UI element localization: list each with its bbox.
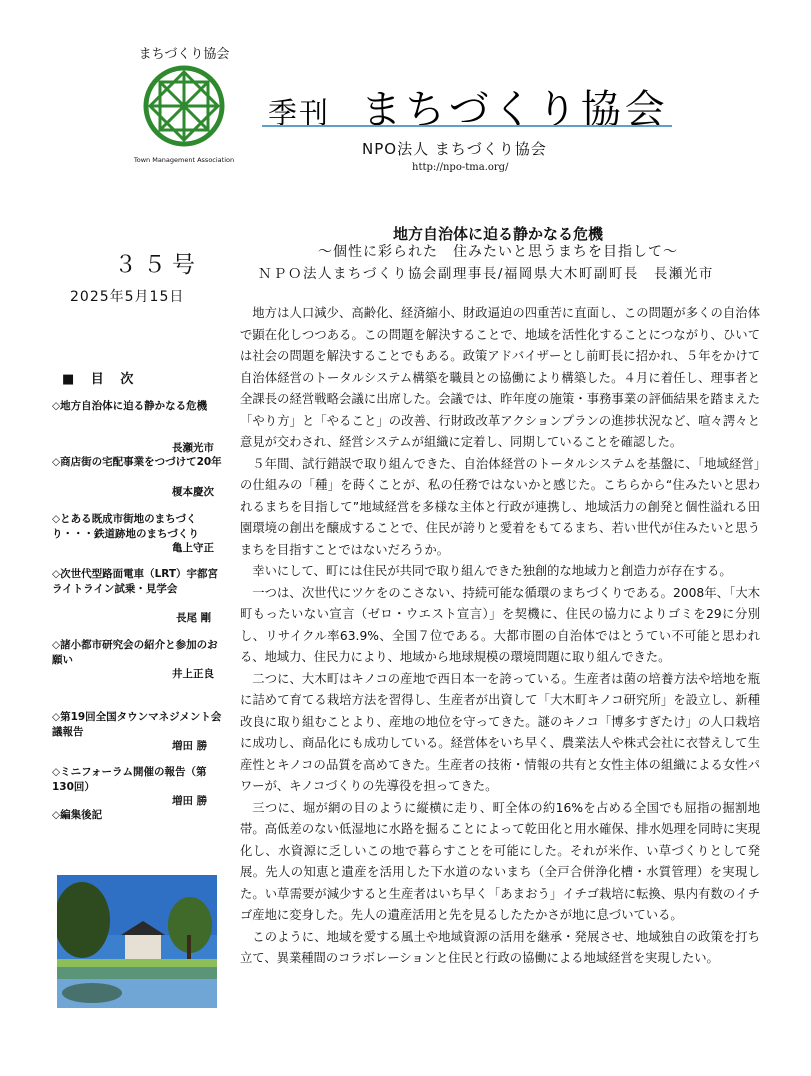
- town-photo: [57, 875, 217, 1008]
- svg-text:まちづくり協会: まちづくり協会: [138, 47, 230, 62]
- logo-emblem-icon: [118, 40, 250, 172]
- issue-number: ３５号: [114, 252, 201, 278]
- article-subtitle: ～個性に彩られた 住みたいと思うまちを目指して～: [318, 244, 678, 260]
- association-logo: [118, 40, 250, 172]
- toc-item[interactable]: ◇第19回全国タウンマネジメント会議報告: [52, 711, 222, 738]
- toc-item[interactable]: ◇商店街の宅配事業をつづけて20年: [52, 456, 222, 468]
- paragraph: 一つは、次世代にツケをのこさない、持続可能な循環のまちづくりである。2008年、「大木町もったいない宣言（ゼロ・ウエスト宣言）」を契機に、住民の協力によりゴミを29に分別し、リサイクル率63.9%、全国７位である。大都市圏の自治体ではとうてい不可能と思われる、地域力、住民力により、地域から地球規模の環境問題に取り組んできた。: [240, 585, 760, 664]
- website-link[interactable]: http://npo-tma.org/: [412, 162, 509, 173]
- toc-item[interactable]: ◇次世代型路面電車（LRT）宇都宮ライトライン試乗・見学会: [52, 568, 219, 595]
- article-author: ＮＰＯ法人まちづくり協会副理事長/福岡県大木町副町長 長瀬光市: [258, 266, 714, 282]
- toc-item-author: 長尾 剛: [176, 612, 212, 624]
- paragraph: 地方は人口減少、高齢化、経済縮小、財政逼迫の四重苦に直面し、この問題が多くの自治体で顕在化しつつある。この問題を解決することで、地域を活性化することにつながり、ひいては社会の問題を解決することでもある。政策アドバイザーとし前町長に招かれ、５年をかけて自治体経営のトータルシステム構築を職員との協働により構築した。４月に着任し、理事者と全課長の経営戦略会議に出席した。会議では、昨年度の施策・事務事業の評価結果を踏まえた「やり方」と「やること」の改善、行財政改革アクションプランの進捗状況など、喧々諤々と意見が交わされ、経営システムが組織に定着し、同期していることを確認した。: [240, 306, 760, 449]
- masthead-title: まちづくり協会: [361, 87, 669, 133]
- header-rule: [262, 125, 672, 127]
- article-body: [240, 303, 760, 970]
- article-title: 地方自治体に迫る静かなる危機: [393, 225, 604, 243]
- toc-heading: ■ 目 次: [62, 372, 140, 387]
- paragraph: 幸いにして、町には住民が共同で取り組んできた独創的な地域力と創造力が存在する。: [252, 564, 732, 578]
- organization-name: NPO法人 まちづくり協会: [362, 140, 547, 158]
- toc-item[interactable]: ◇編集後記: [52, 809, 103, 821]
- issue-date: 2025年5月15日: [70, 289, 185, 305]
- toc-item[interactable]: ◇ミニフォーラム開催の報告（第130回）: [52, 766, 207, 793]
- paragraph: 二つに、大木町はキノコの産地で西日本一を誇っている。生産者は菌の培養方法や培地を瓶に詰めて育てる栽培方法を習得し、生産者が出資して「大木町キノコ研究所」を設立し、新種改良に取り組むことより、産地の地位を守ってきた。謎のキノコ「博多すぎたけ」の人口栽培に成功し、商品化にも成功している。経営体をいち早く、農業法人や株式会社に衣替えして生産性とキノコの品質を高めてきた。生産者の技術・情報の共有と女性主体の組織による女性パワーが、キノコづくりの先導役を担ってきた。: [240, 671, 760, 793]
- toc-item[interactable]: ◇諸小都市研究会の紹介と参加のお願い: [52, 639, 218, 666]
- svg-text:Town Management Association: Town Management Association: [133, 156, 235, 164]
- paragraph: ５年間、試行錯誤で取り組んできた、自治体経営のトータルシステムを基盤に、「地域経営」の仕組みの「種」を蒔くことが、私の任務ではないかと感じた。こちらから“住みたいと思われるまちを目指して”地域経営を多様な主体と行政が連携し、地域活力の創発と個性溢れる田園環境の創出を醸成することで、住民が誇りと愛着をもてるまち、若い世代が住みたいと思うまちを目指すことではないだろうか。: [240, 456, 760, 557]
- paragraph: 三つに、堀が網の目のように縦横に走り、町全体の約16%を占める全国でも屈指の掘割地帯。高低差のない低湿地に水路を掘ることによって乾田化と用水確保、排水処理を同時に実現化し、水資源に乏しいこの地で暮らすことを可能にした。それが米作、い草づくりとして発展。先人の知恵と遺産を活用した下水道のないまち（全戸合併浄化槽・水質管理）を実現した。い草需要が減少すると生産者はいち早く「あまおう」イチゴ栽培に転換、県内有数のイチゴ産地に変身した。先人の遺産活用と先を見るしたたかさが地に息づいている。: [240, 800, 760, 922]
- toc-item-author: 増田 勝: [172, 740, 208, 752]
- toc-item-author: 井上正良: [172, 668, 214, 680]
- toc-item[interactable]: ◇とある既成市街地のまちづくり・・・鉄道跡地のまちづくり: [52, 513, 199, 540]
- paragraph: このように、地域を愛する風土や地域資源の活用を継承・発展させ、地域独自の政策を打ち立て、異業種間のコラボレーションと住民と行政の協働による地域経営を実現したい。: [240, 929, 760, 965]
- masthead-subtitle: 季刊: [268, 96, 331, 130]
- toc-item-author: 榎本慶次: [172, 486, 214, 498]
- toc-item-author: 増田 勝: [172, 795, 208, 807]
- toc-item-author: 亀上守正: [172, 542, 214, 554]
- toc-item[interactable]: ◇地方自治体に迫る静かなる危機: [52, 400, 208, 412]
- toc-item-author: 長瀬光市: [172, 442, 214, 454]
